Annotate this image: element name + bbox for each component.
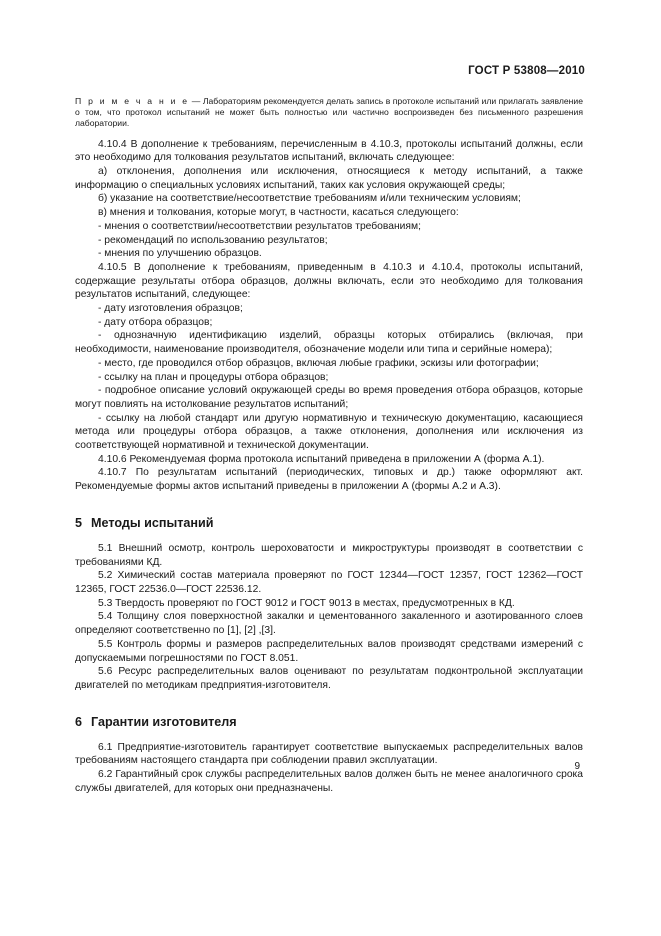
item-b: б) указание на соответствие/несоответствие требованиям и/или техническим условиям; — [98, 193, 521, 205]
dash-item-3: - однозначную идентификацию изделий, образцы которых отбирались (включая, при необходимости, наименование производителя, обозначение модели или типа и серийные номера); — [75, 330, 583, 356]
clause-5-1: 5.1 Внешний осмотр, контроль шероховатости и микроструктуры производят в соответствии с требованиями КД. — [75, 542, 583, 568]
clause-4-10-6: 4.10.6 Рекомендуемая форма протокола испытаний приведена в приложении А (форма А.1). — [98, 453, 545, 465]
clause-6-2: 6.2 Гарантийный срок службы распределительных валов должен быть не менее аналогичного срока службы двигателей, для которых они предназначены. — [75, 769, 583, 794]
document-id: ГОСТ Р 53808—2010 — [468, 65, 585, 77]
clause-5-2: 5.2 Химический состав материала проверяют по ГОСТ 12344—ГОСТ 12357, ГОСТ 12362—ГОСТ 12365, ГОСТ 22536.0—ГОСТ 22536.12. — [75, 570, 583, 595]
section-6-title: Гарантии изготовителя — [91, 714, 237, 729]
section-5-title: Методы испытаний — [91, 515, 214, 530]
page-body — [75, 96, 583, 795]
note — [75, 96, 583, 130]
dash-item-4: - место, где проводился отбор образцов, включая любые графики, эскизы или фотографии; — [98, 357, 539, 369]
section-6-heading — [75, 715, 583, 729]
clause-6-1: 6.1 Предприятие-изготовитель гарантирует соответствие выпускаемых распределительных валов требованиям настоящего стандарта при соблюдении правил эксплуатации. — [75, 741, 583, 767]
item-v: в) мнения и толкования, которые могут, в частности, касаться следующего: — [98, 207, 459, 219]
item-v-dash-1: - мнения о соответствии/несоответствии результатов требованиям; — [98, 220, 421, 232]
page-number: 9 — [574, 761, 580, 772]
clause-4-10-5: 4.10.5 В дополнение к требованиям, приведенным в 4.10.3 и 4.10.4, протоколы испытаний, содержащие результаты отбора образцов, должны включать, если это необходимо для толкования результатов испытаний, следующее: — [75, 261, 583, 301]
clause-4-10-7: 4.10.7 По результатам испытаний (периодических, типовых и др.) также оформляют акт. Рекомендуемые формы актов испытаний приведены в приложении А (формы А.2 и А.3). — [75, 467, 583, 493]
note-text: — Лабораториям рекомендуется делать запись в протоколе испытаний или прилагать заявление о том, что протокол испытаний не может быть полностью или частично воспроизведен без письменного разрешения лаборатории. — [75, 96, 583, 129]
item-v-dash-2: - рекомендаций по использованию результатов; — [98, 234, 328, 246]
clause-5-6: 5.6 Ресурс распределительных валов оценивают по результатам подконтрольной эксплуатации двигателей по методикам предприятия-изготовителя. — [75, 666, 583, 691]
note-label: П р и м е ч а н и е — [75, 96, 190, 106]
section-6-number: 6 — [75, 714, 83, 729]
dash-item-7: - ссылку на любой стандарт или другую нормативную и техническую документацию, касающиеся метода или процедуры отбора образцов, а также отклонения, дополнения или исключения из соответствующей нормативной и технической документации. — [75, 412, 583, 452]
dash-item-6: - подробное описание условий окружающей среды во время проведения отбора образцов, которые могут повлиять на истолкование результатов испытаний; — [75, 385, 583, 410]
item-v-dash-3: - мнения по улучшению образцов. — [98, 248, 262, 260]
section-5-number: 5 — [75, 515, 83, 530]
section-5-heading — [75, 516, 583, 530]
dash-item-2: - дату отбора образцов; — [98, 316, 213, 328]
dash-item-5: - ссылку на план и процедуры отбора образцов; — [98, 371, 329, 383]
clause-4-10-4: 4.10.4 В дополнение к требованиям, перечисленным в 4.10.3, протоколы испытаний должны, если это необходимо для толкования результатов испытаний, включать следующее: — [75, 138, 583, 164]
dash-item-1: - дату изготовления образцов; — [98, 303, 243, 315]
clause-5-3: 5.3 Твердость проверяют по ГОСТ 9012 и ГОСТ 9013 в местах, предусмотренных в КД. — [98, 597, 515, 609]
clause-5-4: 5.4 Толщину слоя поверхностной закалки и цементованного закаленного и азотированного слоев определяют соответственно по [1], [2] ,[3]. — [75, 611, 583, 637]
item-a: а) отклонения, дополнения или исключения, относящиеся к методу испытаний, а также информацию о специальных условиях испытаний, таких как условия окружающей среды; — [75, 166, 583, 191]
clause-5-5: 5.5 Контроль формы и размеров распределительных валов производят средствами измерений с допускаемыми погрешностями по ГОСТ 8.051. — [75, 638, 583, 664]
